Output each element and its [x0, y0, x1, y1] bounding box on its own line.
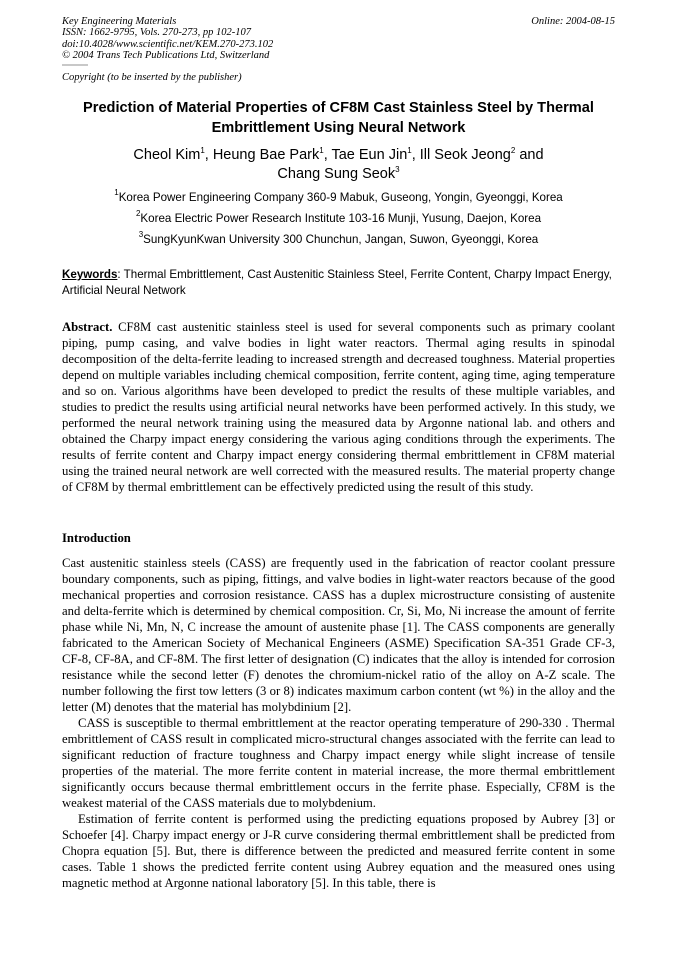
author-name: Chang Sung Seok [277, 166, 396, 182]
header-divider [62, 64, 88, 66]
affiliation-mark: 2 [135, 209, 141, 218]
abstract-label: Abstract. [62, 320, 113, 334]
paragraph: CASS is susceptible to thermal embrittlement at the reactor operating temperature of 290-330 . Thermal embrittlement of CASS result in complicated micro-structural changes associated with the ferrite can lead to significant reduction of fracture toughness and Charpy impact energy while slight increase of tensile properties of the material. The more ferrite content in material increase, the more thermal embrittlement significantly occurs because thermal embrittlement occurs in the ferrite phase. Especially, CF8M is the weakest material of the CASS materials due to molybdenium. [62, 716, 615, 810]
keywords-colon: : [117, 268, 121, 281]
publisher-line: © 2004 Trans Tech Publications Ltd, Switzerland [62, 50, 270, 62]
affiliation-text: Korea Power Engineering Company 360-9 Mabuk, Guseong, Yongin, Gyeonggi, Korea [118, 191, 563, 204]
author-affiliation-mark: 1 [407, 146, 412, 155]
author-conjunction: and [515, 147, 544, 163]
doi-line: doi:10.4028/www.scientific.net/KEM.270-273.102 [62, 38, 274, 50]
affiliation-mark: 1 [114, 188, 119, 197]
author-name: , Tae Eun Jin [323, 147, 408, 163]
introduction-body [62, 555, 615, 891]
keywords-text: Thermal Embrittlement, Cast Austenitic Stainless Steel, Ferrite Content, Charpy Impact Energy, Artificial Neural Network [62, 268, 612, 297]
paper-title: Prediction of Material Properties of CF8M Cast Stainless Steel by Thermal Embrittlement Using Neural Network [83, 100, 594, 136]
author-affiliation-mark: 1 [319, 146, 324, 155]
paragraph: Estimation of ferrite content is performed using the predicting equations proposed by Aubrey [3] or Schoefer [4]. Charpy impact energy or J-R curve considering thermal embrittlement shall be predicted from Chopra equation [5]. But, there is difference between the predicted and measured ferrite content in some cases. Table 1 shows the predicted ferrite content using Aubrey equation and the measured ones using magnetic method at Argonne national laboratory [5]. In this table, there is [62, 812, 615, 890]
abstract-text: CF8M cast austenitic stainless steel is used for several components such as primary coolant piping, pump casing, and valve bodies in light water reactors. Thermal aging results in spinodal decomposition of the delta-ferrite leading to increased strength and decreased toughness. Material properties depend on multiple variables including chemical composition, ferrite content, aging time, aging temperature and so on. Various algorithms have been developed to predict the results of these multiple variables, and studies to predict the results using artificial neural networks have been performed actively. In this study, we performed the neural network training using the measured data by Argonne national lab. and others and obtained the Charpy impact energy considering the various aging conditions through the experiments. The results of ferrite content and Charpy impact energy considering thermal embrittlement in CF8M material using the trained neural network are well corrected with the measured results. The material property change of CF8M by thermal embrittlement can be effectively predicted using the result of this study. [62, 320, 615, 494]
author-affiliation-mark: 3 [395, 165, 400, 174]
journal-name: Key Engineering Materials [62, 16, 177, 27]
paragraph: Cast austenitic stainless steels (CASS) are frequently used in the fabrication of reactor coolant pressure boundary components, such as piping, fittings, and valve bodies in light-water reactors because of the good mechanical properties and corrosion resistance. CASS has a duplex microstructure consisting of austenite and delta-ferrite which is determined by chemical composition. Cr, Si, Mo, Ni increase the amount of ferrite phase while Ni, Mn, N, C increase the amount of austenite phase [1]. The CASS components are generally fabricated to the American Society of Mechanical Engineers (ASME) Specification SA-351 Grade CF-3, CF-8, CF-8A, and CF-8M. The first letter of designation (C) indicates that the alloy is intended for corrosion resistance while the second letter (F) denotes the chromium-nickel ratio of the alloy on A-Z scale. The number following the first tow letters (3 or 8) indicates maximum carbon content (wt %) in the alloy and the letter (M) denotes that the material has molybdinium [2]. [62, 556, 615, 714]
author-affiliation-mark: 1 [200, 146, 205, 155]
author-list [62, 146, 615, 184]
copyright-line: Copyright (to be inserted by the publisher) [62, 72, 242, 83]
affiliation-2 [62, 209, 615, 226]
abstract [62, 319, 615, 495]
affiliation-text: SungKyunKwan University 300 Chunchun, Jangan, Suwon, Gyeonggi, Korea [143, 233, 539, 246]
affiliation-3 [62, 230, 615, 247]
author-affiliation-mark: 2 [510, 146, 516, 155]
author-name: , Heung Bae Park [204, 147, 320, 163]
author-name: , Ill Seok Jeong [411, 147, 511, 163]
section-heading: Introduction [62, 531, 131, 545]
author-name: Cheol Kim [133, 147, 201, 163]
affiliation-1 [62, 188, 615, 205]
online-date: Online: 2004-08-15 [531, 16, 615, 27]
issn-line: ISSN: 1662-9795, Vols. 270-273, pp 102-107 [62, 27, 251, 39]
running-header [62, 16, 273, 62]
affiliation-mark: 3 [138, 230, 144, 239]
affiliation-text: Korea Electric Power Research Institute 103-16 Munji, Yusung, Daejon, Korea [140, 212, 542, 225]
keywords [62, 267, 615, 299]
keywords-label: Keywords [62, 268, 118, 281]
